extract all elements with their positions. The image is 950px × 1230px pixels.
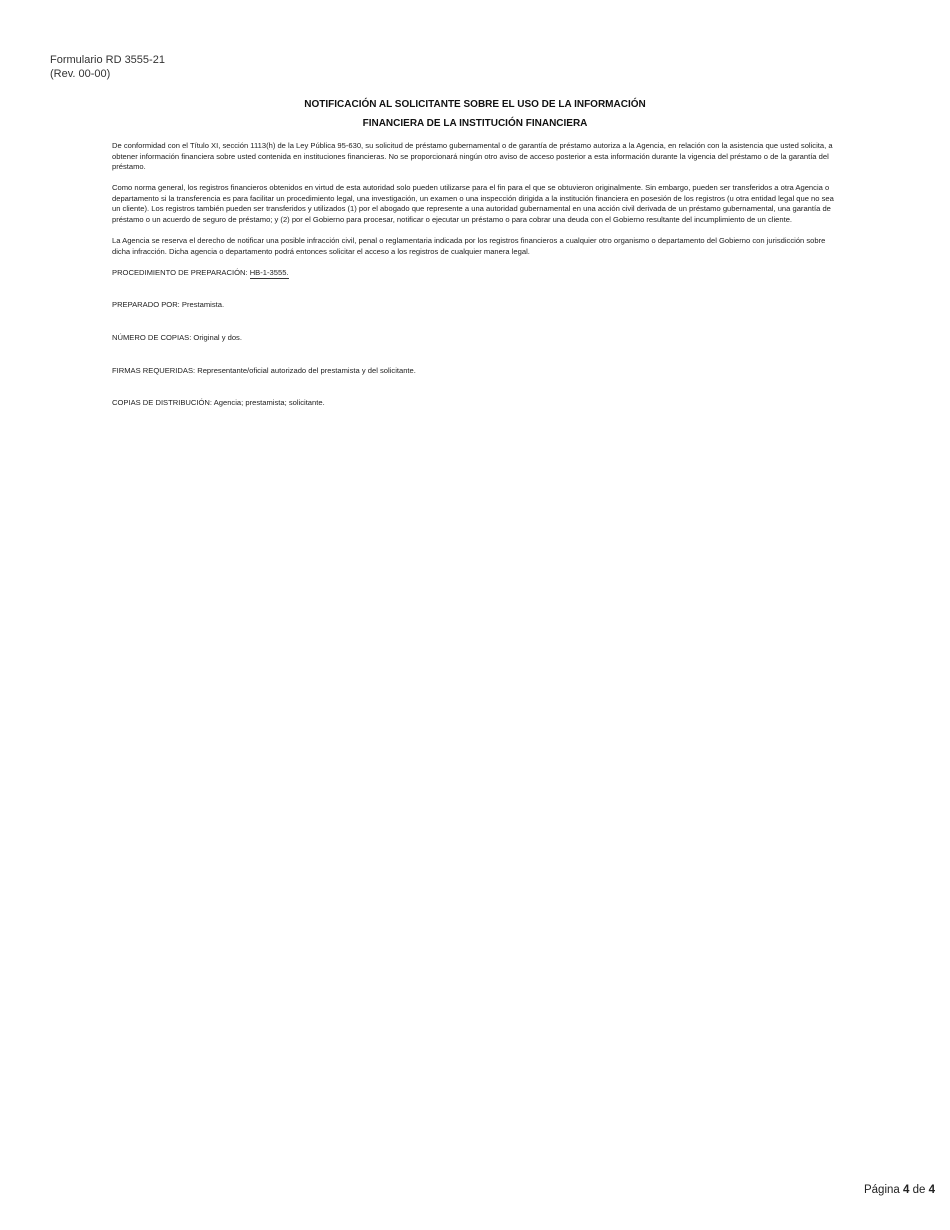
form-header [50, 53, 165, 81]
document-title [0, 95, 950, 133]
field-number-of-copies: NÚMERO DE COPIAS: Original y dos. [112, 333, 242, 343]
form-number: Formulario RD 3555-21 [50, 54, 165, 66]
procedure-reference: HB-1-3555. [249, 267, 289, 277]
field-procedure [112, 268, 840, 279]
field-signatures-required: FIRMAS REQUERIDAS: Representante/oficial autorizado del prestamista y del solicitante. [112, 365, 416, 375]
field-distribution-copies: COPIAS DE DISTRIBUCIÓN: Agencia; prestamista; solicitante. [112, 398, 325, 408]
page-word: Página [863, 1184, 903, 1196]
title-line-2: FINANCIERA DE LA INSTITUCIÓN FINANCIERA [362, 118, 588, 129]
field-prepared-by: PREPARADO POR: Prestamista. [112, 300, 225, 310]
paragraph-authorization: De conformidad con el Título XI, sección 1113(h) de la Ley Pública 95-630, su solicitud de préstamo gubernamental o de garantía de préstamo autoriza a la Agencia, en relación con la asistencia que usted solicita, a obtener información financiera sobre usted contenida en instituciones financieras. No se proporcionará ningún otro aviso de acceso posterior a esta información durante la vigencia del préstamo o de la garantía del préstamo. [112, 141, 833, 172]
form-revision: (Rev. 00-00) [50, 68, 111, 80]
total-pages: 4 [928, 1184, 935, 1196]
of-word: de [909, 1184, 929, 1196]
paragraph-agency-rights: La Agencia se reserva el derecho de notificar una posible infracción civil, penal o reglamentaria indicada por los registros financieros a cualquier otro organismo o departamento del Gobierno con jurisdicción sobre dicha infracción. Dicha agencia o departamento podrá entonces solicitar el acceso a los registros de cualquier manera legal. [112, 236, 826, 256]
title-line-1: NOTIFICACIÓN AL SOLICITANTE SOBRE EL USO DE LA INFORMACIÓN [304, 99, 646, 110]
document-body [112, 141, 840, 409]
paragraph-records-use: Como norma general, los registros financieros obtenidos en virtud de esta autoridad solo pueden utilizarse para el fin para el que se obtuvieron originalmente. Sin embargo, pueden ser transferidos a otra Agencia o departamento si la transferencia es para facilitar un procedimiento legal, una investigación, un examen o una inspección dirigida a la institución financiera en posesión de los registros (u otra entidad legal que no sea un cliente). Los registros también pueden ser transferidos y utilizados (1) por el abogado que represente a una autoridad gubernamental en una acción civil derivada de un préstamo gubernamental, una garantía de préstamo o un acuerdo de seguro de préstamo; y (2) por el Gobierno para procesar, notificar o ejecutar un préstamo o para cobrar una deuda con el Gobierno resultante del incumplimiento de un cliente. [112, 183, 834, 225]
procedure-label: PROCEDIMIENTO DE PREPARACIÓN: [112, 267, 250, 277]
page-number [864, 1184, 935, 1196]
current-page: 4 [903, 1184, 910, 1196]
